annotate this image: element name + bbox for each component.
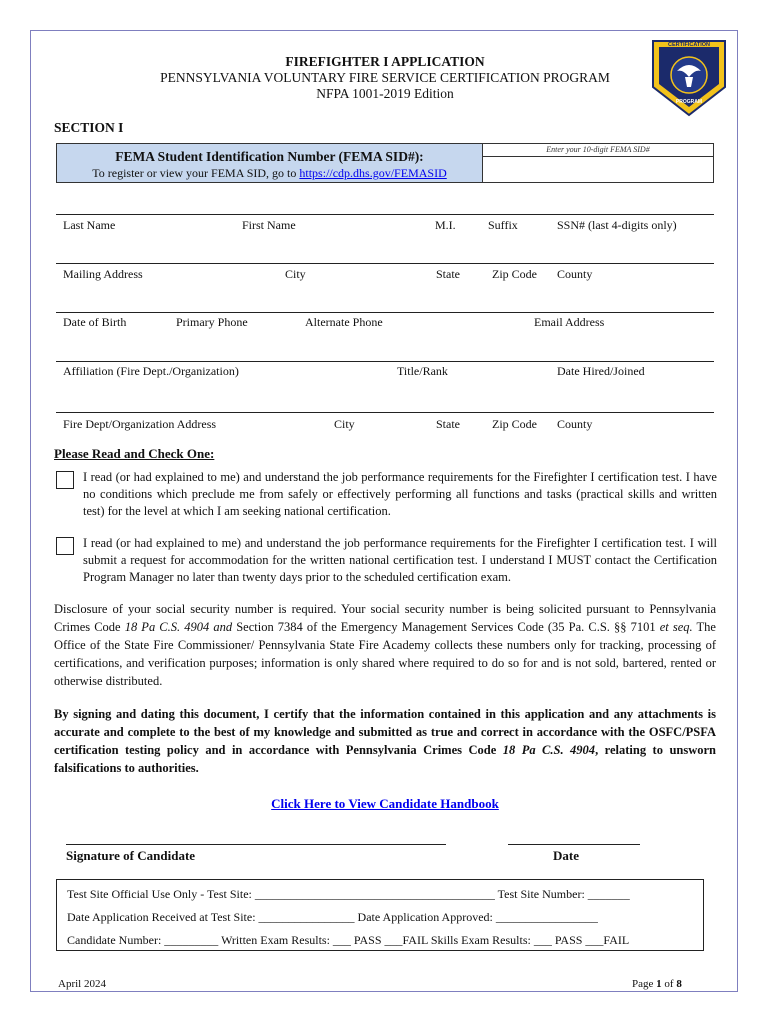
certification-statement: By signing and dating this document, I certify that the information contained in this application and any attachments is accurate and complete to the best of my knowledge and submitted as true and correct in accordance with the OSFC/PSFA certification testing policy and in accordance with Pennsylvania Crimes Code 18 Pa C.S. 4904, relating to unsworn falsifications to authorities. [54,707,716,775]
edition-label: NFPA 1001-2019 Edition [316,86,454,101]
ssn-disclosure-paragraph: Disclosure of your social security number is required. Your social security number is being solicited pursuant to Pennsylvania Crimes Code 18 Pa C.S. 4904 and Section 7384 of the Emergency Management Services Code (35 Pa. C.S. §§ 7101 et seq. The Office of the State Fire Commissioner/ Pennsylvania State Fire Academy collects these numbers only for tracking, processing of certifications, and verification purposes; information is only shared where required to do so for and is not sold, bartered, rented or otherwise distributed. [54,602,716,688]
suffix-label: Suffix [488,218,518,232]
check-one-heading: Please Read and Check One: [54,446,215,461]
option2-checkbox[interactable] [56,537,74,555]
official-use-box [56,879,704,951]
county-label: County [557,267,593,281]
fema-sid-field-hint: Enter your 10-digit FEMA SID# [483,144,713,157]
candidate-handbook-link[interactable]: Click Here to View Candidate Handbook [271,796,499,811]
input-line-row3[interactable] [56,312,714,313]
option1-text: I read (or had explained to me) and understand the job performance requirements for the Firefighter I certification test. I have no conditions which preclude me from safely or effectively performing all functions and tasks (practical skills and written test) for the level at which I am seeking national certification. [83,470,717,518]
fema-sid-label-panel [57,144,483,182]
date-of-birth-label: Date of Birth [63,315,127,329]
zip-code-label: Zip Code [492,267,537,281]
state-label: State [436,267,460,281]
fema-sid-title: FEMA Student Identification Number (FEMA SID#): [115,149,424,164]
org-county-label: County [557,417,593,431]
middle-initial-label: M.I. [435,218,456,232]
form-title: FIREFIGHTER I APPLICATION [285,54,485,69]
title-rank-label: Title/Rank [397,364,448,378]
alternate-phone-label: Alternate Phone [305,315,383,329]
svg-text:PROGRAM: PROGRAM [675,99,703,105]
fema-sid-link[interactable]: https://cdp.dhs.gov/FEMASID [299,166,447,180]
input-line-row5[interactable] [56,412,714,413]
mailing-address-label: Mailing Address [63,267,143,281]
primary-phone-label: Primary Phone [176,315,248,329]
date-label: Date [553,848,579,863]
email-address-label: Email Address [534,315,605,329]
org-zip-code-label: Zip Code [492,417,537,431]
svg-text:CERTIFICATION: CERTIFICATION [667,42,711,48]
signature-line[interactable] [66,844,446,845]
last-name-label: Last Name [63,218,116,232]
input-line-row4[interactable] [56,361,714,362]
exam-results-line: Candidate Number: _________ Written Exam Results: ___ PASS ___FAIL Skills Exam Results: ___ PASS ___FAIL [67,933,630,947]
fema-sid-input[interactable] [483,157,713,182]
city-label: City [285,267,306,281]
fema-sid-box [56,143,714,183]
page-number: Page 1 of 8 [632,978,682,990]
first-name-label: First Name [242,218,296,232]
input-line-row2[interactable] [56,263,714,264]
org-address-label: Fire Dept/Organization Address [63,417,217,431]
org-city-label: City [334,417,355,431]
pa-certification-seal-logo [651,37,727,117]
ssn-label: SSN# (last 4-digits only) [557,218,677,232]
signature-label: Signature of Candidate [66,848,196,863]
option1-checkbox[interactable] [56,471,74,489]
affiliation-label: Affiliation (Fire Dept./Organization) [63,364,239,378]
fema-sid-instructions: To register or view your FEMA SID, go to https://cdp.dhs.gov/FEMASID [92,166,447,180]
footer-date: April 2024 [58,978,106,990]
date-received-line: Date Application Received at Test Site: ________________ Date Application Approved: _________________ [67,910,598,924]
date-hired-label: Date Hired/Joined [557,364,645,378]
section-heading: SECTION I [54,120,124,135]
input-line-row1[interactable] [56,214,714,215]
date-line[interactable] [508,844,640,845]
org-state-label: State [436,417,460,431]
option2-text: I read (or had explained to me) and understand the job performance requirements for the Firefighter I certification test. I will submit a request for accommodation for the written national certification test. I understand I MUST contact the Certification Program Manager no later than twenty days prior to the scheduled certification exam. [83,536,717,584]
test-site-line: Test Site Official Use Only - Test Site: ________________________________________ Test Site Number: _______ [67,887,630,901]
program-name: PENNSYLVANIA VOLUNTARY FIRE SERVICE CERTIFICATION PROGRAM [160,70,610,85]
